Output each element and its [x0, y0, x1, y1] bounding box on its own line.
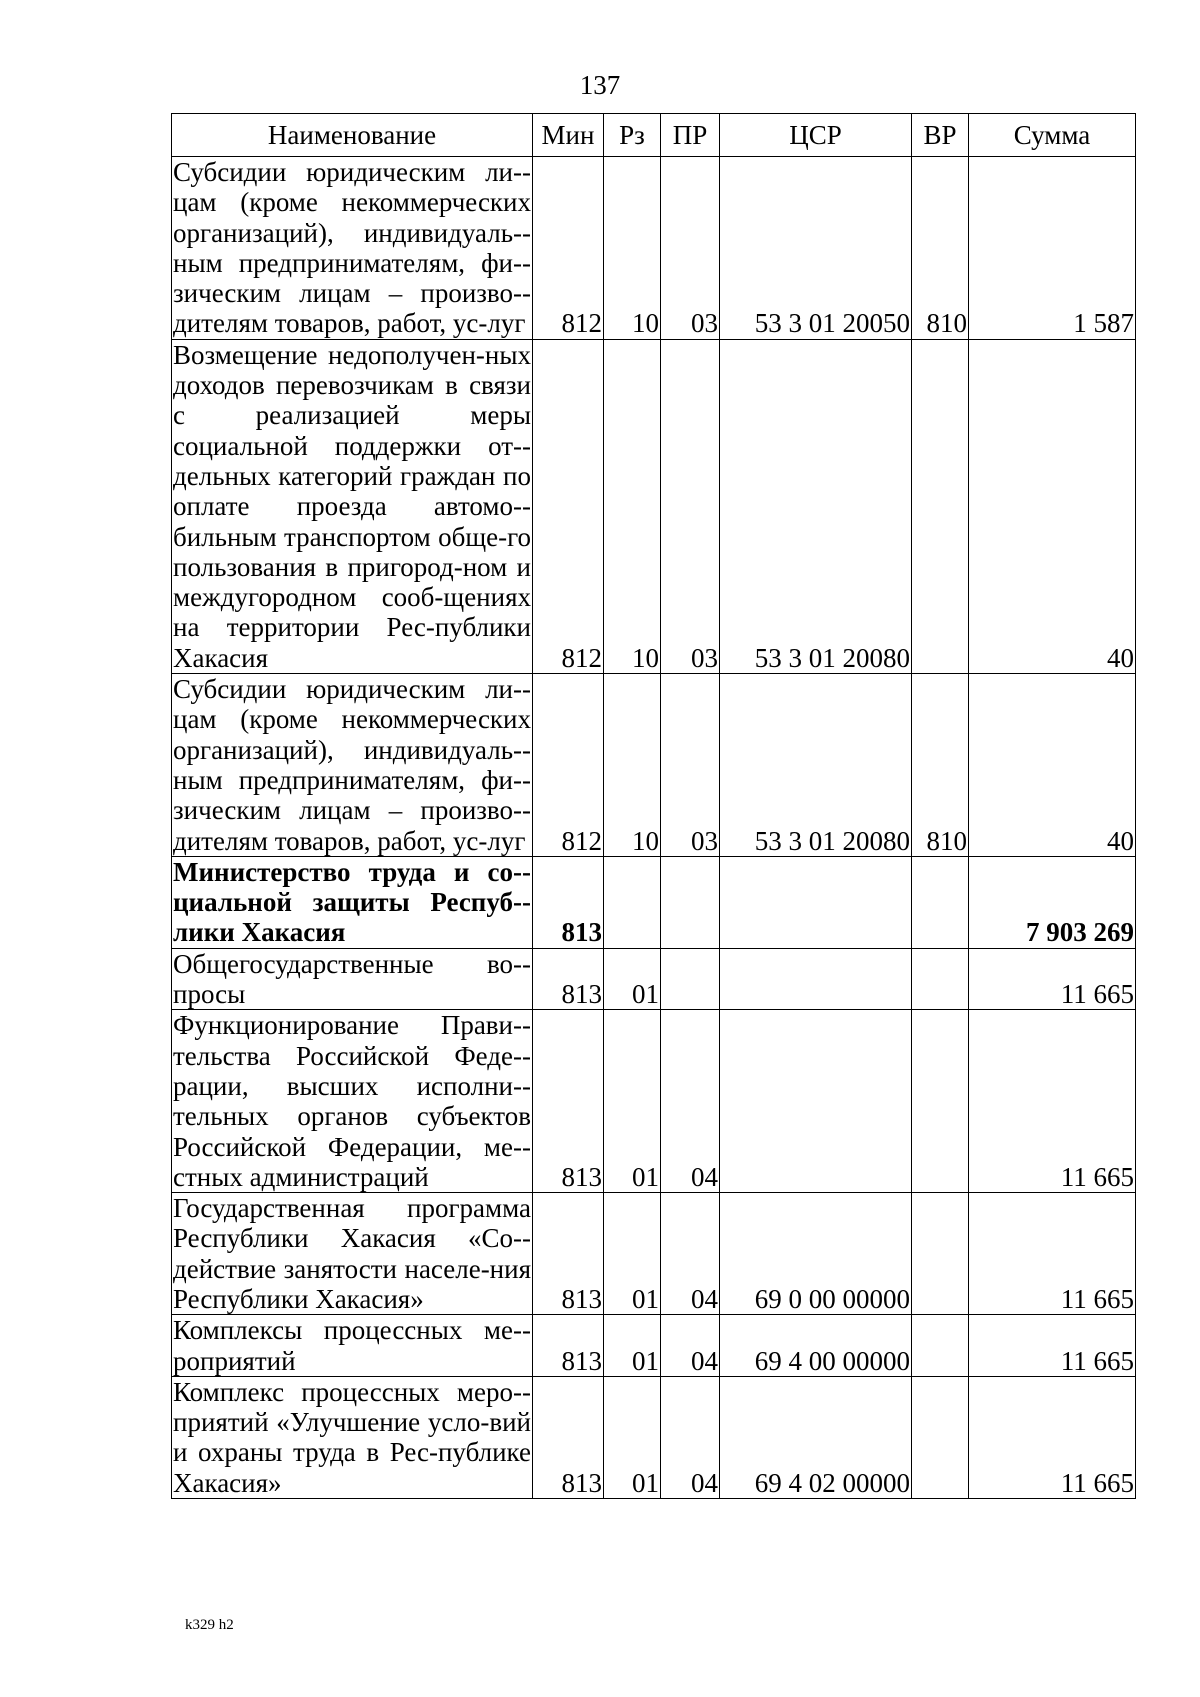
- table-row: [172, 1315, 1136, 1377]
- header-sum: Сумма: [969, 114, 1136, 157]
- cell-sum: 11 665: [969, 1193, 1136, 1315]
- header-min: Мин: [533, 114, 604, 157]
- cell-vr: [912, 339, 969, 673]
- cell-name: Субсидии юридическим ли-цам (кроме некоммерческих организаций), индивидуаль-ным предпринимателям, фи-зическим лицам – произво-дителям товаров, работ, ус-луг: [173, 674, 531, 856]
- cell-sum: 11 665: [969, 1315, 1136, 1377]
- cell-min: 812: [533, 157, 604, 340]
- cell-rz: [604, 856, 661, 948]
- cell-csr: [720, 1010, 912, 1193]
- cell-name: Общегосударственные во-просы: [173, 948, 531, 1010]
- cell-rz: 10: [604, 674, 661, 857]
- cell-name: Субсидии юридическим ли-цам (кроме некоммерческих организаций), индивидуаль-ным предпринимателям, фи-зическим лицам – произво-дителям товаров, работ, ус-луг: [173, 157, 531, 339]
- cell-name: Возмещение недополучен-ных доходов перевозчикам в связи с реализацией меры социальной поддержки от-дельных категорий граждан по оплате проезда автомо-бильным транспортом обще-го пользования в пригород-ном и междугородном сооб-щениях на территории Рес-публики Хакасия: [173, 339, 531, 673]
- header-pr: ПР: [661, 114, 720, 157]
- table-row: [172, 1010, 1136, 1193]
- cell-csr: 69 4 02 00000: [720, 1376, 912, 1498]
- cell-rz: 01: [604, 1193, 661, 1315]
- cell-min: 813: [533, 948, 604, 1010]
- header-csr: ЦСР: [720, 114, 912, 157]
- cell-min: 813: [533, 856, 604, 948]
- cell-min: 813: [533, 1315, 604, 1377]
- cell-name: Министерство труда и со-циальной защиты Респуб-лики Хакасия: [173, 856, 531, 948]
- cell-vr: [912, 1010, 969, 1193]
- cell-pr: 04: [661, 1010, 720, 1193]
- table-row: [172, 674, 1136, 857]
- cell-min: 813: [533, 1010, 604, 1193]
- cell-rz: 01: [604, 948, 661, 1010]
- cell-pr: 04: [661, 1315, 720, 1377]
- cell-pr: 03: [661, 157, 720, 340]
- header-name: Наименование: [172, 114, 533, 157]
- cell-min: 813: [533, 1193, 604, 1315]
- cell-rz: 01: [604, 1315, 661, 1377]
- cell-vr: [912, 856, 969, 948]
- cell-sum: 11 665: [969, 1376, 1136, 1498]
- page-number: 137: [579, 70, 621, 100]
- cell-pr: 04: [661, 1193, 720, 1315]
- cell-csr: 53 3 01 20080: [720, 339, 912, 673]
- table-body: [172, 157, 1136, 1499]
- table-row: [172, 157, 1136, 340]
- cell-min: 812: [533, 339, 604, 673]
- table-row: [172, 339, 1136, 673]
- cell-name: Комплексы процессных ме-роприятий: [173, 1315, 531, 1376]
- table-row: [172, 1376, 1136, 1498]
- cell-csr: [720, 948, 912, 1010]
- cell-sum: 40: [969, 339, 1136, 673]
- cell-csr: [720, 856, 912, 948]
- table-row: [172, 948, 1136, 1010]
- cell-sum: 11 665: [969, 1010, 1136, 1193]
- table-row: [172, 856, 1136, 948]
- cell-name: Комплекс процессных меро-приятий «Улучшение усло-вий и охраны труда в Рес-публике Хакасия»: [173, 1376, 531, 1498]
- cell-sum: 7 903 269: [969, 856, 1136, 948]
- cell-sum: 11 665: [969, 948, 1136, 1010]
- budget-table: [171, 113, 1136, 1499]
- cell-min: 812: [533, 674, 604, 857]
- cell-csr: 69 4 00 00000: [720, 1315, 912, 1377]
- header-rz: Рз: [604, 114, 661, 157]
- cell-name: Функционирование Прави-тельства Российской Феде-рации, высших исполни-тельных органов субъектов Российской Федерации, ме-стных администраций: [173, 1010, 531, 1192]
- cell-pr: [661, 948, 720, 1010]
- cell-csr: 53 3 01 20050: [720, 157, 912, 340]
- cell-vr: 810: [912, 674, 969, 857]
- cell-vr: 810: [912, 157, 969, 340]
- cell-pr: 03: [661, 339, 720, 673]
- cell-min: 813: [533, 1376, 604, 1498]
- cell-sum: 1 587: [969, 157, 1136, 340]
- cell-rz: 10: [604, 157, 661, 340]
- cell-pr: 03: [661, 674, 720, 857]
- table-row: [172, 1193, 1136, 1315]
- cell-vr: [912, 1193, 969, 1315]
- cell-name: Государственная программа Республики Хакасия «Со-действие занятости населе-ния Республики Хакасия»: [173, 1193, 531, 1314]
- cell-rz: 01: [604, 1376, 661, 1498]
- cell-vr: [912, 1315, 969, 1377]
- table-header-row: [172, 114, 1136, 157]
- cell-rz: 10: [604, 339, 661, 673]
- cell-rz: 01: [604, 1010, 661, 1193]
- cell-pr: [661, 856, 720, 948]
- header-vr: ВР: [912, 114, 969, 157]
- cell-vr: [912, 1376, 969, 1498]
- cell-csr: 53 3 01 20080: [720, 674, 912, 857]
- footer-code: k329 h2: [185, 1617, 234, 1633]
- cell-sum: 40: [969, 674, 1136, 857]
- cell-csr: 69 0 00 00000: [720, 1193, 912, 1315]
- cell-pr: 04: [661, 1376, 720, 1498]
- cell-vr: [912, 948, 969, 1010]
